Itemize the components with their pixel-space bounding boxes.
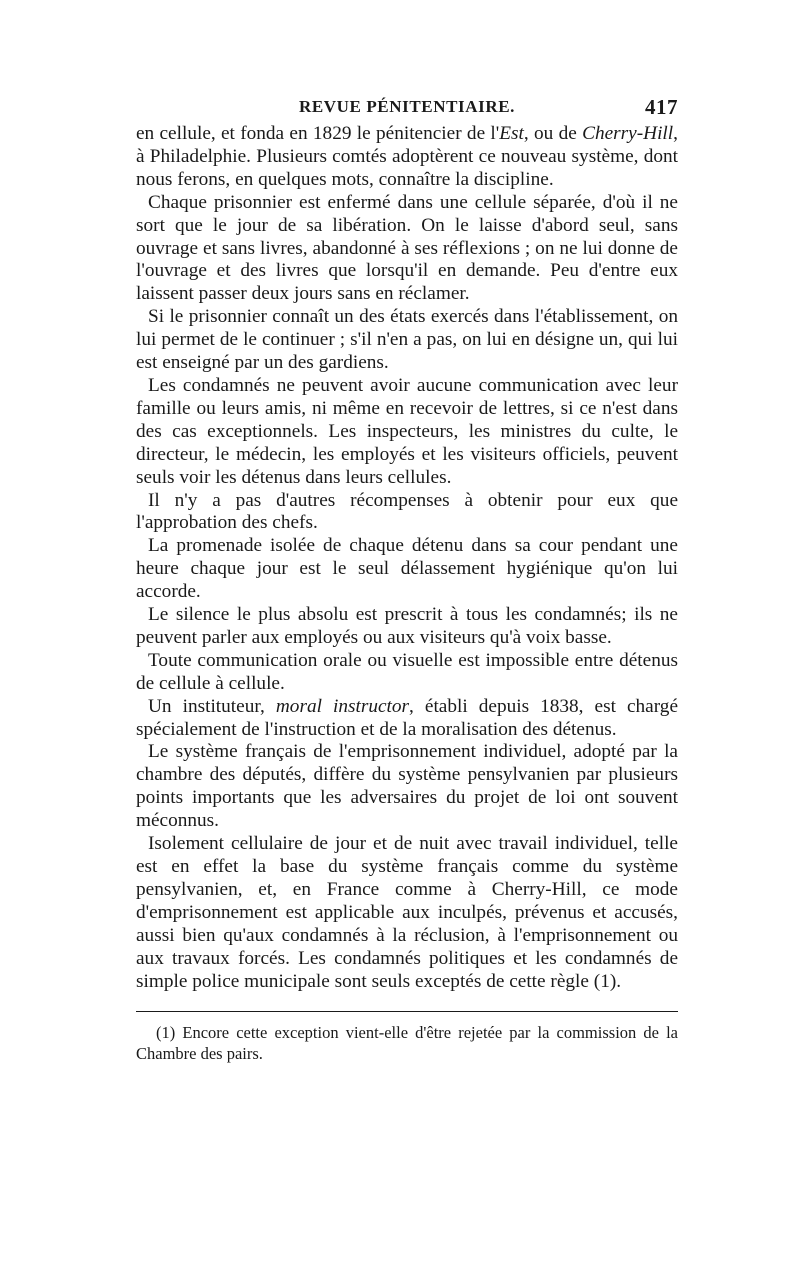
paragraph-text: La promenade isolée de chaque détenu dans sa cour pendant une heure chaque jour est le seul délassement hygiénique qu'on lui accorde. xyxy=(136,535,678,603)
footnote xyxy=(136,1022,678,1064)
italic-term: Cherry-Hill xyxy=(582,123,674,144)
footnote-rule xyxy=(136,1011,678,1012)
italic-term: moral instructor xyxy=(275,695,410,717)
paragraph xyxy=(136,604,678,650)
paragraph xyxy=(136,490,678,536)
paragraph-text: en cellule, et fonda en 1829 le pénitencier de l' xyxy=(136,123,500,144)
paragraph xyxy=(136,123,678,192)
paragraph-text: Le silence le plus absolu est prescrit à tous les condamnés; ils ne peuvent parler aux employés ou aux visiteurs qu'à voix basse. xyxy=(136,604,678,648)
paragraph-text: Isolement cellulaire de jour et de nuit avec travail individuel, telle est en effet la base du système français comme du système pensylvanien, et, en France comme à Cherry-Hill, ce mode d'emprisonnement est applicable aux inculpés, prévenus et accusés, aussi bien qu'aux condamnés à la réclusion, à l'emprisonnement ou aux travaux forcés. Les condamnés politiques et les condamnés de simple police municipale sont seuls exceptés de cette règle (1). xyxy=(136,833,678,992)
paragraph-text: Toute communication orale ou visuelle est impossible entre détenus de cellule à cellule. xyxy=(136,649,678,694)
body-text xyxy=(136,123,678,993)
paragraph-text: Les condamnés ne peuvent avoir aucune communication avec leur famille ou leurs amis, ni même en recevoir de lettres, si ce n'est dans des cas exceptionnels. Les inspecteurs, les ministres du culte, le directeur, le médecin, les employés et les visiteurs officiels, peuvent seuls voir les détenus dans leurs cellules. xyxy=(136,374,678,488)
paragraph-text: , ou de xyxy=(523,123,583,144)
paragraph-text: Il n'y a pas d'autres récompenses à obtenir pour eux que l'approbation des chefs. xyxy=(136,489,678,534)
paragraph xyxy=(136,741,678,833)
running-head xyxy=(136,95,678,123)
paragraph xyxy=(136,375,678,490)
paragraph-text: , à Philadelphie. Plusieurs comtés adoptèrent ce nouveau système, dont nous ferons, en quelques mots, connaître la discipline. xyxy=(136,123,678,190)
paragraph xyxy=(136,833,678,993)
paragraph-text: Le système français de l'emprisonnement individuel, adopté par la chambre des députés, diffère du système pensylvanien par plusieurs points importants que les adversaires du projet de loi ont souvent méconnus. xyxy=(136,741,678,832)
paragraph xyxy=(136,696,678,742)
footnote-text: (1) Encore cette exception vient-elle d'être rejetée par la commission de la Chambre des pairs. xyxy=(136,1023,678,1064)
italic-term: Est xyxy=(499,123,524,144)
paragraph-text: , établi depuis 1838, est chargé spécialement de l'instruction et de la moralisation des détenus. xyxy=(136,695,679,740)
page-number: 417 xyxy=(645,95,678,119)
paragraph-text: Chaque prisonnier est enfermé dans une cellule séparée, d'où il ne sort que le jour de sa libération. On le laisse d'abord seul, sans ouvrage et sans livres, abandonné à ses réflexions ; on ne lui donne de l'ouvrage et des livres que lorsqu'il en demande. Peu d'entre eux laissent passer deux jours sans en réclamer. xyxy=(136,191,678,305)
paragraph xyxy=(136,306,678,375)
paragraph xyxy=(136,192,678,307)
paragraph xyxy=(136,535,678,604)
book-page xyxy=(136,95,678,1064)
paragraph xyxy=(136,650,678,696)
running-title: REVUE PÉNITENTIAIRE. xyxy=(298,97,516,116)
paragraph-text: Un instituteur, xyxy=(148,695,276,717)
paragraph-text: Si le prisonnier connaît un des états exercés dans l'établissement, on lui permet de le continuer ; s'il n'en a pas, on lui en désigne un, qui lui est enseigné par un des gardiens. xyxy=(136,306,678,374)
